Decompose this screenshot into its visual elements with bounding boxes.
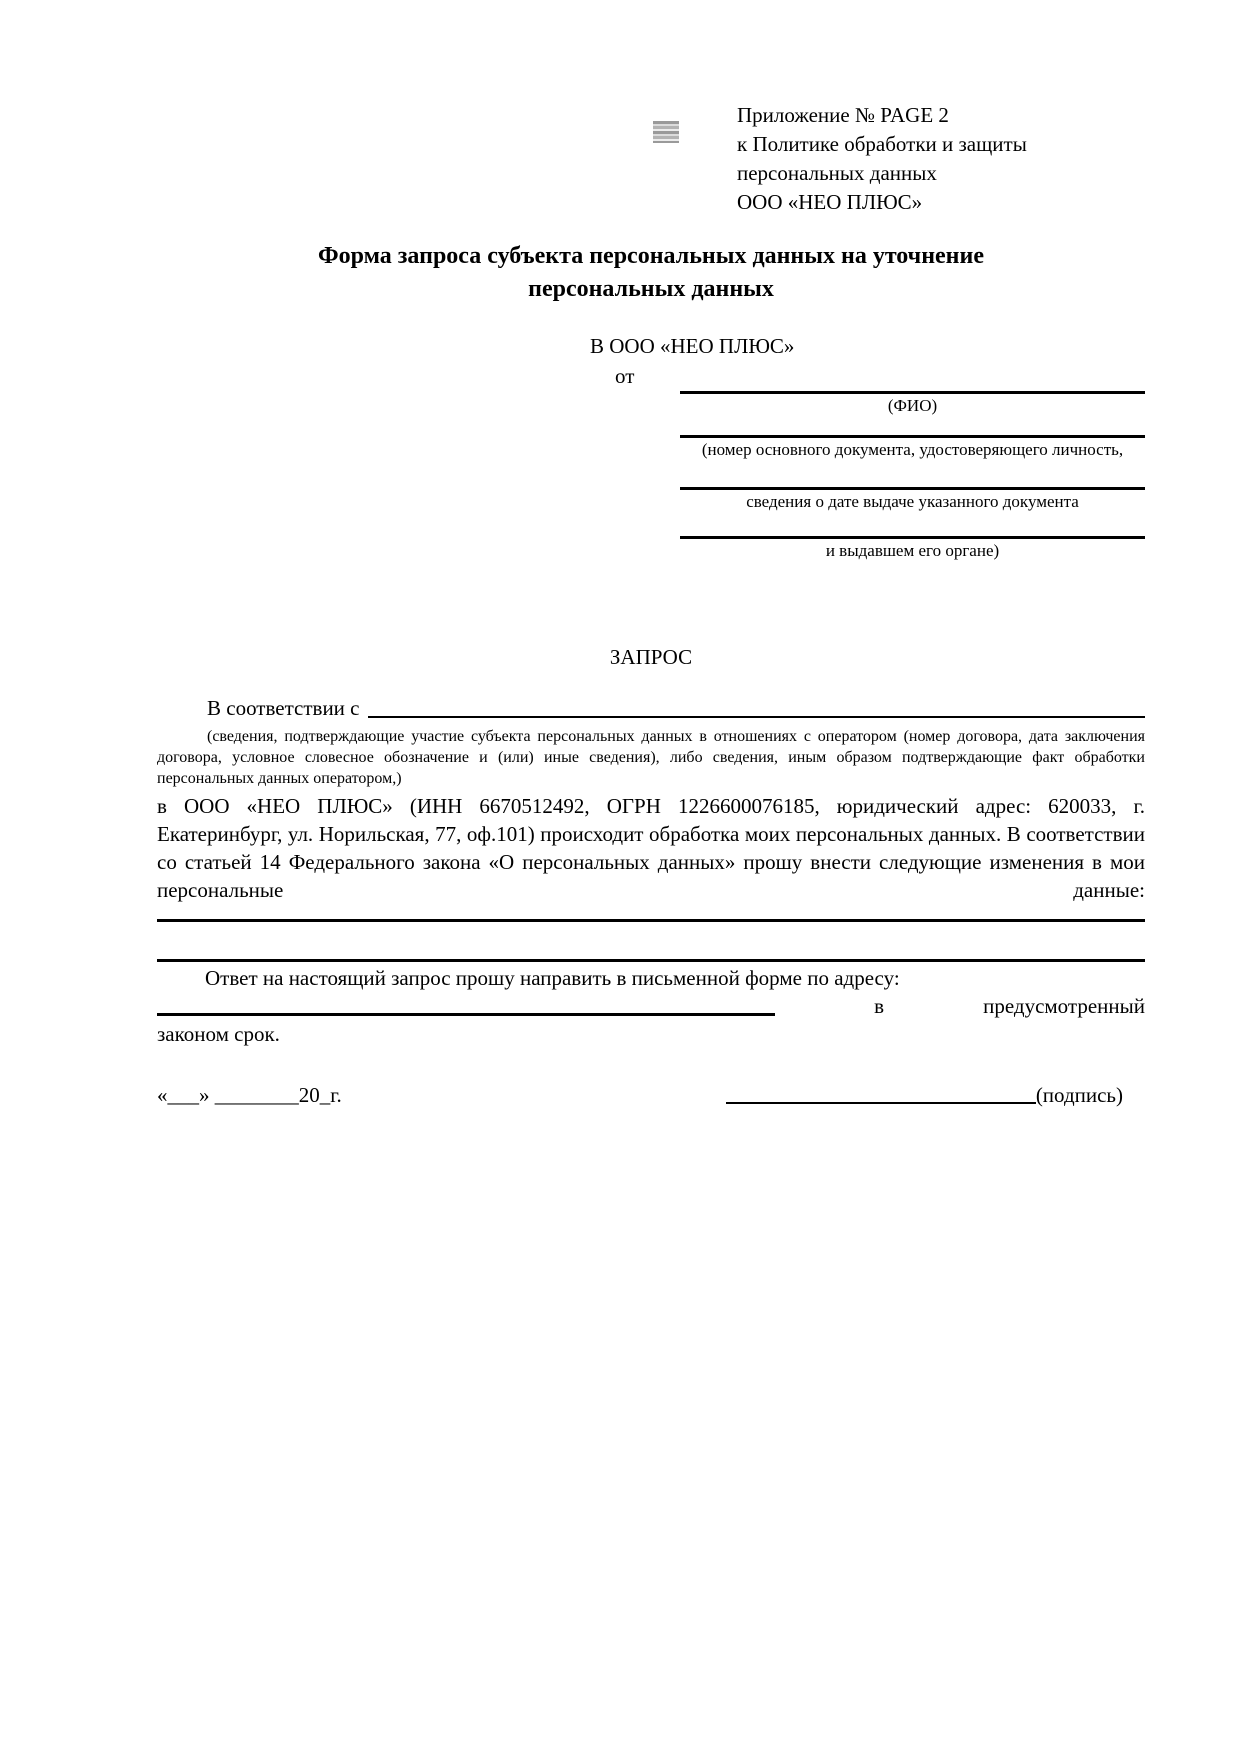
signature-group: [726, 1082, 1123, 1108]
form-title-line: персональных данных: [528, 276, 774, 302]
doc-number-blank-line: [680, 435, 1145, 438]
appendix-note-line: персональных данных: [737, 161, 937, 185]
accordance-label: В соответствии с: [207, 696, 360, 720]
issuer-field: [680, 536, 1145, 561]
response-line2: [157, 992, 1145, 1020]
issue-date-blank-line: [680, 487, 1145, 490]
address-blank-line: [157, 1013, 775, 1016]
addressee-to: В ООО «НЕО ПЛЮС»: [590, 334, 795, 358]
embedded-object-icon: [653, 121, 679, 143]
appendix-note-line: Приложение № PAGE 2: [737, 103, 949, 127]
signature-caption: (подпись): [1035, 1083, 1123, 1107]
issue-date-caption: сведения о дате выдаче указанного документа: [746, 492, 1079, 511]
fio-caption: (ФИО): [887, 396, 938, 415]
response-paragraph: [157, 964, 1145, 1048]
issue-date-field: [680, 487, 1145, 512]
accordance-blank-line: [368, 716, 1146, 718]
appendix-note: [737, 101, 1027, 217]
addressee-from-label: от: [615, 364, 635, 388]
response-tail-word: предусмотренный: [983, 994, 1145, 1018]
date-blank: «___» ________20_г.: [157, 1083, 342, 1107]
fio-blank-line: [680, 391, 1145, 394]
appendix-note-line: ООО «НЕО ПЛЮС»: [737, 190, 923, 214]
doc-number-caption: (номер основного документа, удостоверяющего личность,: [701, 440, 1124, 459]
response-closing: законом срок.: [157, 1022, 280, 1046]
form-title-line: Форма запроса субъекта персональных данных на уточнение: [318, 243, 984, 269]
doc-number-field: [680, 435, 1145, 460]
page-content: [157, 0, 1145, 1755]
changes-blank-line-1: [157, 919, 1145, 922]
response-line1: Ответ на настоящий запрос прошу направить в письменной форме по адресу:: [205, 966, 900, 990]
fio-field: [680, 391, 1145, 416]
appendix-note-line: к Политике обработки и защиты: [737, 132, 1027, 156]
accordance-row: [157, 695, 1145, 721]
request-heading: ЗАПРОС: [609, 645, 693, 669]
signature-blank-line: [726, 1102, 1036, 1104]
form-title: [157, 240, 1145, 306]
request-body: в ООО «НЕО ПЛЮС» (ИНН 6670512492, ОГРН 1226600076185, юридический адрес: 620033, г. Екатеринбург, ул. Норильская, 77, оф.101) происходит обработка моих персональных данных. В соответствии со статьей 14 Федерального закона «О персональных данных» прошу внести следующие изменения в мои персональные данные:: [157, 794, 1145, 902]
issuer-caption: и выдавшем его органе): [825, 541, 1000, 560]
date-signature-row: [157, 1082, 1145, 1108]
issuer-blank-line: [680, 536, 1145, 539]
changes-blank-line-2: [157, 959, 1145, 962]
fine-print-note: (сведения, подтверждающие участие субъекта персональных данных в отношениях с оператором (номер договора, дата заключения договора, условное словесное обозначение и (или) иные сведения), либо сведения, иным образом подтверждающие факт обработки персональных данных оператором,): [157, 728, 1145, 787]
response-tail-word: в: [874, 994, 885, 1018]
